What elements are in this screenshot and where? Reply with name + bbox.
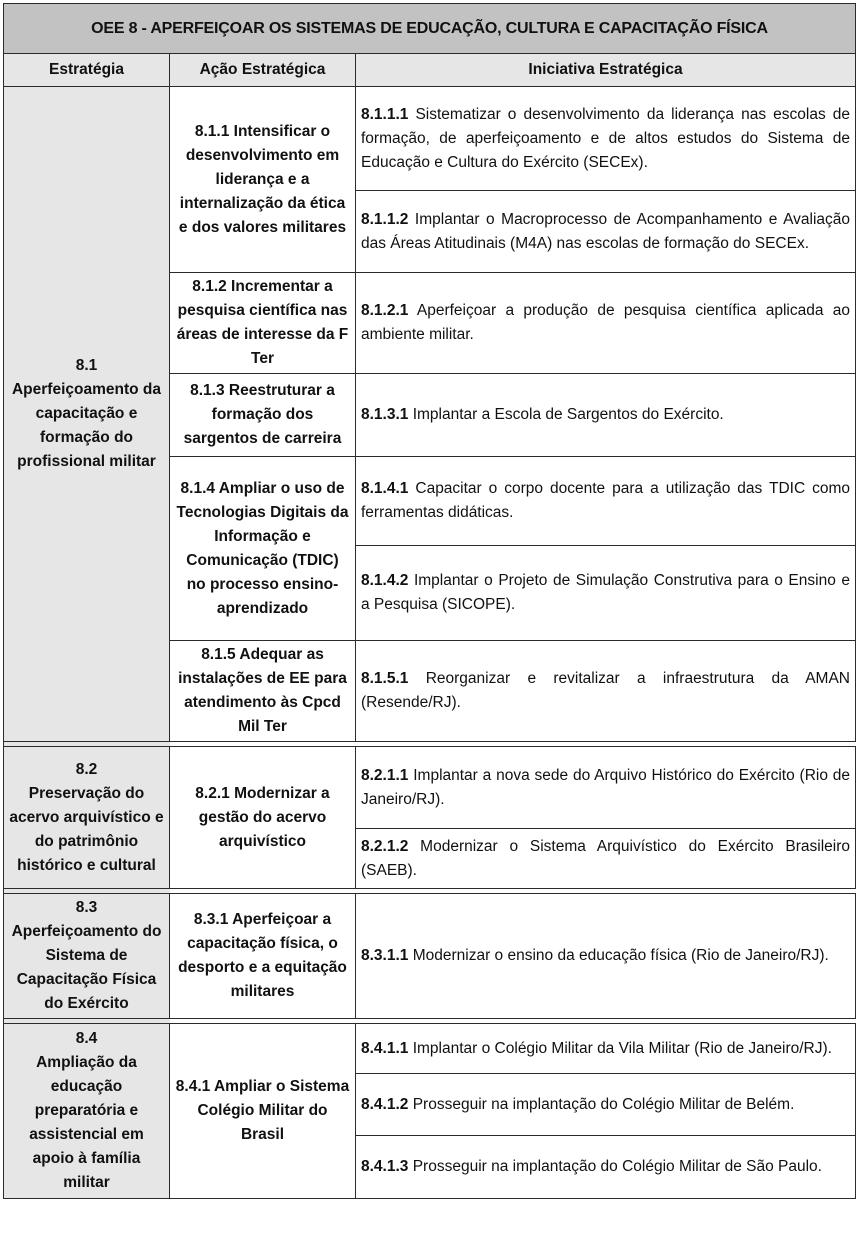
initiative-text: Implantar a nova sede do Arquivo Histórico do Exército (Rio de Janeiro/RJ). — [361, 766, 851, 808]
initiative-cell — [356, 641, 856, 742]
action-cell: 8.1.1 Intensificar o desenvolvimento em liderança e a internalização da ética e dos valores militares — [170, 87, 356, 273]
initiative-code: 8.3.1.1 — [361, 947, 409, 964]
initiative-text: Prosseguir na implantação do Colégio Militar de Belém. — [408, 1095, 795, 1113]
initiative-code: 8.1.1.2 — [361, 210, 409, 228]
initiative-cell — [356, 1024, 856, 1074]
action-cell: 8.4.1 Ampliar o Sistema Colégio Militar do Brasil — [170, 1024, 356, 1199]
initiative-text: Sistematizar o desenvolvimento da liderança nas escolas de formação, de aperfeiçoamento e de altos estudos do Sistema de Educação e Cultura do Exército (SECEx). — [361, 105, 851, 171]
initiative-code: 8.4.1.3 — [361, 1158, 409, 1175]
initiative-cell — [356, 374, 856, 457]
strategy-code: 8.1 — [75, 357, 98, 374]
initiative-cell — [356, 829, 856, 889]
initiative-cell — [356, 546, 856, 641]
header-estrategia: Estratégia — [4, 54, 170, 87]
table-title: OEE 8 - APERFEIÇOAR OS SISTEMAS DE EDUCAÇÃO, CULTURA E CAPACITAÇÃO FÍSICA — [4, 4, 856, 54]
initiative-code: 8.1.5.1 — [361, 670, 409, 687]
strategy-label: Preservação do acervo arquivístico e do patrimônio histórico e cultural — [9, 784, 164, 874]
strategy-label: Aperfeiçoamento da capacitação e formação do profissional militar — [11, 381, 161, 470]
strategy-cell — [4, 894, 170, 1019]
initiative-code: 8.1.3.1 — [361, 406, 409, 423]
strategy-code: 8.4 — [75, 1030, 98, 1047]
strategy-code: 8.3 — [75, 899, 98, 916]
strategy-label: Ampliação da educação preparatória e assistencial em apoio à família militar — [29, 1054, 144, 1191]
initiative-text: Implantar o Macroprocesso de Acompanhamento e Avaliação das Áreas Atitudinais (M4A) nas escolas de formação do SECEx. — [361, 210, 851, 252]
initiative-code: 8.2.1.2 — [361, 837, 409, 855]
initiative-code: 8.1.2.1 — [361, 302, 409, 319]
initiative-text: Modernizar o Sistema Arquivístico do Exército Brasileiro (SAEB). — [361, 837, 851, 879]
initiative-cell — [356, 1074, 856, 1136]
initiative-code: 8.4.1.2 — [361, 1095, 409, 1113]
action-cell: 8.1.5 Adequar as instalações de EE para atendimento às Cpcd Mil Ter — [170, 641, 356, 742]
initiative-text: Reorganizar e revitalizar a infraestrutura da AMAN (Resende/RJ). — [361, 670, 851, 711]
initiative-cell — [356, 1136, 856, 1199]
oee8-table — [3, 3, 856, 1199]
initiative-cell — [356, 894, 856, 1019]
initiative-text: Modernizar o ensino da educação física (Rio de Janeiro/RJ). — [408, 947, 829, 964]
action-cell: 8.1.4 Ampliar o uso de Tecnologias Digitais da Informação e Comunicação (TDIC) no processo ensino-aprendizado — [170, 457, 356, 641]
initiative-cell — [356, 87, 856, 191]
table-row — [4, 894, 856, 1019]
initiative-code: 8.1.4.2 — [361, 572, 409, 589]
table-row — [4, 1024, 856, 1074]
action-cell: 8.2.1 Modernizar a gestão do acervo arquivístico — [170, 747, 356, 889]
table-row — [4, 747, 856, 829]
header-acao: Ação Estratégica — [170, 54, 356, 87]
initiative-text: Prosseguir na implantação do Colégio Militar de São Paulo. — [408, 1158, 822, 1175]
action-cell: 8.1.3 Reestruturar a formação dos sargentos de carreira — [170, 374, 356, 457]
action-cell: 8.1.2 Incrementar a pesquisa científica nas áreas de interesse da F Ter — [170, 273, 356, 374]
initiative-code: 8.1.4.1 — [361, 480, 409, 497]
strategy-code: 8.2 — [75, 760, 98, 778]
initiative-text: Implantar a Escola de Sargentos do Exército. — [408, 406, 724, 423]
table-body — [4, 87, 856, 1199]
initiative-text: Aperfeiçoar a produção de pesquisa científica aplicada ao ambiente militar. — [361, 302, 851, 343]
strategy-cell — [4, 1024, 170, 1199]
initiative-text: Implantar o Projeto de Simulação Construtiva para o Ensino e a Pesquisa (SICOPE). — [361, 572, 851, 613]
initiative-code: 8.1.1.1 — [361, 105, 409, 123]
initiative-text: Capacitar o corpo docente para a utilização das TDIC como ferramentas didáticas. — [361, 480, 851, 521]
action-cell: 8.3.1 Aperfeiçoar a capacitação física, o desporto e a equitação militares — [170, 894, 356, 1019]
strategy-cell — [4, 87, 170, 742]
initiative-cell — [356, 191, 856, 273]
table-row — [4, 87, 856, 191]
initiative-cell — [356, 273, 856, 374]
initiative-text: Implantar o Colégio Militar da Vila Militar (Rio de Janeiro/RJ). — [408, 1039, 832, 1057]
initiative-code: 8.2.1.1 — [361, 766, 409, 784]
header-iniciativa: Iniciativa Estratégica — [356, 54, 856, 87]
strategy-cell — [4, 747, 170, 889]
initiative-cell — [356, 747, 856, 829]
initiative-code: 8.4.1.1 — [361, 1039, 409, 1057]
initiative-cell — [356, 457, 856, 546]
strategy-label: Aperfeiçoamento do Sistema de Capacitação Física do Exército — [11, 923, 162, 1012]
